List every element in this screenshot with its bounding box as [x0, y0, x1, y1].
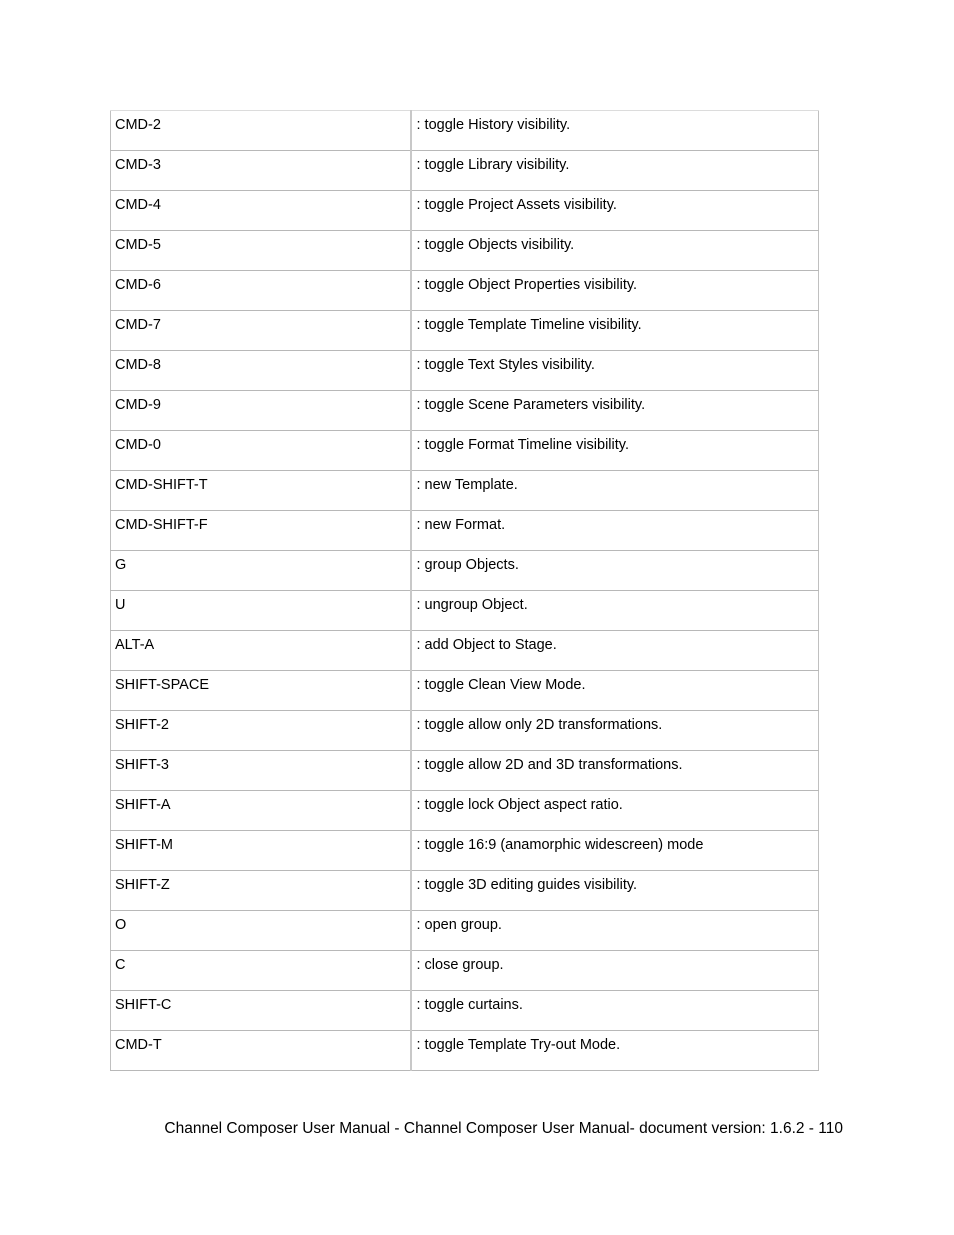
table-row [111, 791, 819, 831]
shortcut-description: : add Object to Stage. [411, 631, 819, 671]
shortcut-description: : toggle allow 2D and 3D transformations. [411, 751, 819, 791]
table-row [111, 631, 819, 671]
shortcut-key: SHIFT-C [111, 991, 411, 1031]
table-row [111, 471, 819, 511]
shortcut-key: CMD-7 [111, 311, 411, 351]
shortcut-description: : toggle lock Object aspect ratio. [411, 791, 819, 831]
table-row [111, 271, 819, 311]
shortcut-description: : toggle Object Properties visibility. [411, 271, 819, 311]
table-row [111, 871, 819, 911]
shortcut-description: : toggle Template Timeline visibility. [411, 311, 819, 351]
shortcut-key: C [111, 951, 411, 991]
shortcut-description: : toggle Text Styles visibility. [411, 351, 819, 391]
table-row [111, 151, 819, 191]
shortcut-key: CMD-T [111, 1031, 411, 1071]
table-row [111, 231, 819, 271]
table-row [111, 431, 819, 471]
shortcut-key: SHIFT-A [111, 791, 411, 831]
shortcut-description: : toggle 3D editing guides visibility. [411, 871, 819, 911]
shortcut-key: CMD-3 [111, 151, 411, 191]
shortcut-description: : toggle History visibility. [411, 111, 819, 151]
shortcut-table [110, 110, 819, 1071]
shortcut-description: : group Objects. [411, 551, 819, 591]
table-row [111, 311, 819, 351]
shortcut-description: : new Format. [411, 511, 819, 551]
shortcut-key: CMD-4 [111, 191, 411, 231]
table-row [111, 111, 819, 151]
shortcut-key: U [111, 591, 411, 631]
shortcut-description: : toggle Objects visibility. [411, 231, 819, 271]
table-row [111, 911, 819, 951]
table-row [111, 711, 819, 751]
shortcut-description: : toggle allow only 2D transformations. [411, 711, 819, 751]
table-row [111, 1031, 819, 1071]
shortcut-description: : toggle Template Try-out Mode. [411, 1031, 819, 1071]
shortcut-description: : toggle 16:9 (anamorphic widescreen) mode [411, 831, 819, 871]
table-row [111, 191, 819, 231]
shortcut-description: : toggle Clean View Mode. [411, 671, 819, 711]
shortcut-description: : toggle Scene Parameters visibility. [411, 391, 819, 431]
shortcut-key: CMD-6 [111, 271, 411, 311]
table-row [111, 391, 819, 431]
table-row [111, 351, 819, 391]
shortcut-description: : new Template. [411, 471, 819, 511]
shortcut-key: O [111, 911, 411, 951]
page-footer: Channel Composer User Manual - Channel Composer User Manual- document version: 1.6.2 - 110 [164, 1120, 843, 1137]
shortcut-key: CMD-2 [111, 111, 411, 151]
shortcut-key: SHIFT-3 [111, 751, 411, 791]
shortcut-key: CMD-SHIFT-T [111, 471, 411, 511]
shortcut-description: : toggle Project Assets visibility. [411, 191, 819, 231]
shortcut-key: SHIFT-2 [111, 711, 411, 751]
shortcut-key: CMD-8 [111, 351, 411, 391]
table-row [111, 511, 819, 551]
table-row [111, 991, 819, 1031]
shortcut-description: : toggle Format Timeline visibility. [411, 431, 819, 471]
shortcut-key: SHIFT-SPACE [111, 671, 411, 711]
shortcut-key: SHIFT-Z [111, 871, 411, 911]
shortcut-key: CMD-SHIFT-F [111, 511, 411, 551]
shortcut-key: CMD-0 [111, 431, 411, 471]
shortcut-description: : ungroup Object. [411, 591, 819, 631]
table-row [111, 831, 819, 871]
table-row [111, 551, 819, 591]
table-row [111, 751, 819, 791]
shortcut-table-body [111, 111, 819, 1071]
shortcut-key: CMD-9 [111, 391, 411, 431]
shortcut-description: : open group. [411, 911, 819, 951]
shortcut-key: CMD-5 [111, 231, 411, 271]
shortcut-key: ALT-A [111, 631, 411, 671]
table-row [111, 671, 819, 711]
shortcut-key: SHIFT-M [111, 831, 411, 871]
shortcut-description: : toggle curtains. [411, 991, 819, 1031]
shortcut-description: : toggle Library visibility. [411, 151, 819, 191]
table-row [111, 591, 819, 631]
table-row [111, 951, 819, 991]
shortcut-description: : close group. [411, 951, 819, 991]
shortcut-key: G [111, 551, 411, 591]
